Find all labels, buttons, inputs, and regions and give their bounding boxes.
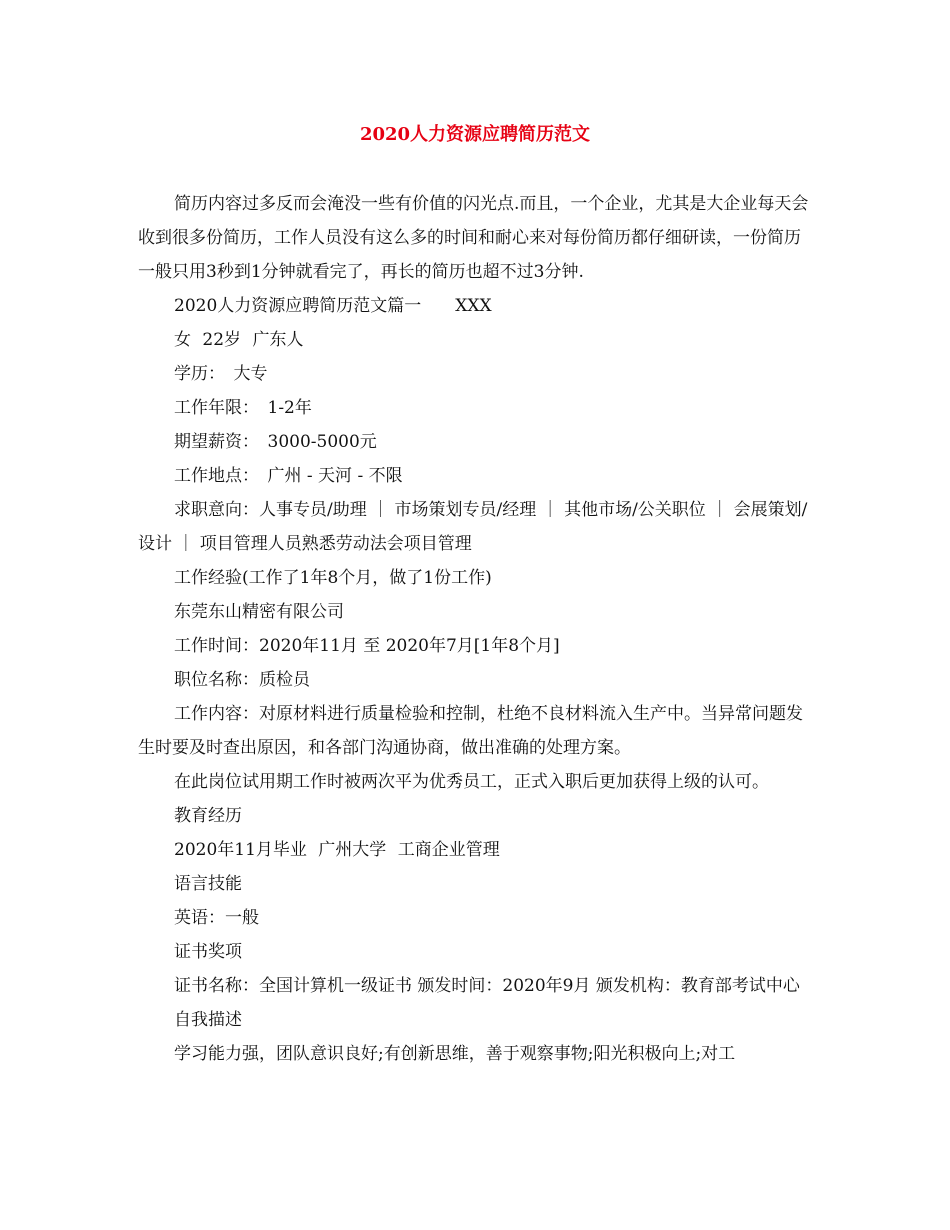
work-years: 工作年限： 1-2年 xyxy=(174,398,312,418)
language-heading: 语言技能 xyxy=(174,874,242,894)
job-recognition: 在此岗位试用期工作时被两次平为优秀员工，正式入职后更加获得上级的认可。 xyxy=(174,772,769,792)
intro-paragraph: 简历内容过多反而会淹没一些有价值的闪光点.而且，一个企业，尤其是大企业每天会收到很多份简历，工作人员没有这么多的时间和耐心来对每份简历都仔细研读，一份简历一般只用3秒到1分钟就看完了，再长的简历也超不过3分钟. xyxy=(138,194,809,282)
resume-heading: 2020人力资源应聘简历范文篇一 XXX xyxy=(174,296,492,316)
certificate-detail: 证书名称：全国计算机一级证书 颁发时间：2020年9月 颁发机构：教育部考试中心 xyxy=(174,976,800,996)
language-detail: 英语：一般 xyxy=(174,908,259,928)
self-description-text: 学习能力强，团队意识良好;有创新思维，善于观察事物;阳光积极向上;对工 xyxy=(174,1044,736,1064)
education-detail: 2020年11月毕业 广州大学 工商企业管理 xyxy=(174,840,500,860)
education-heading: 教育经历 xyxy=(174,806,242,826)
certificates-heading: 证书奖项 xyxy=(174,942,242,962)
work-experience-heading: 工作经验(工作了1年8个月，做了1份工作) xyxy=(174,568,492,588)
job-content: 工作内容：对原材料进行质量检验和控制，杜绝不良材料流入生产中。当异常问题发生时要及时查出原因，和各部门沟通协商，做出准确的处理方案。 xyxy=(138,704,803,758)
job-title: 职位名称：质检员 xyxy=(174,670,310,690)
job-intention: 求职意向：人事专员/助理 ｜ 市场策划专员/经理 ｜ 其他市场/公关职位 ｜ 会展策划/设计 ｜ 项目管理人员熟悉劳动法会项目管理 xyxy=(138,500,808,554)
document-body xyxy=(138,187,814,1071)
company-name: 东莞东山精密有限公司 xyxy=(174,602,344,622)
work-location: 工作地点： 广州 - 天河 - 不限 xyxy=(174,466,403,486)
education-level: 学历： 大专 xyxy=(174,364,268,384)
self-description-heading: 自我描述 xyxy=(174,1010,242,1030)
work-period: 工作时间：2020年11月 至 2020年7月[1年8个月] xyxy=(174,636,560,656)
expected-salary: 期望薪资： 3000-5000元 xyxy=(174,432,377,452)
document-title: 2020人力资源应聘简历范文 xyxy=(359,124,591,145)
personal-info: 女 22岁 广东人 xyxy=(174,330,304,350)
